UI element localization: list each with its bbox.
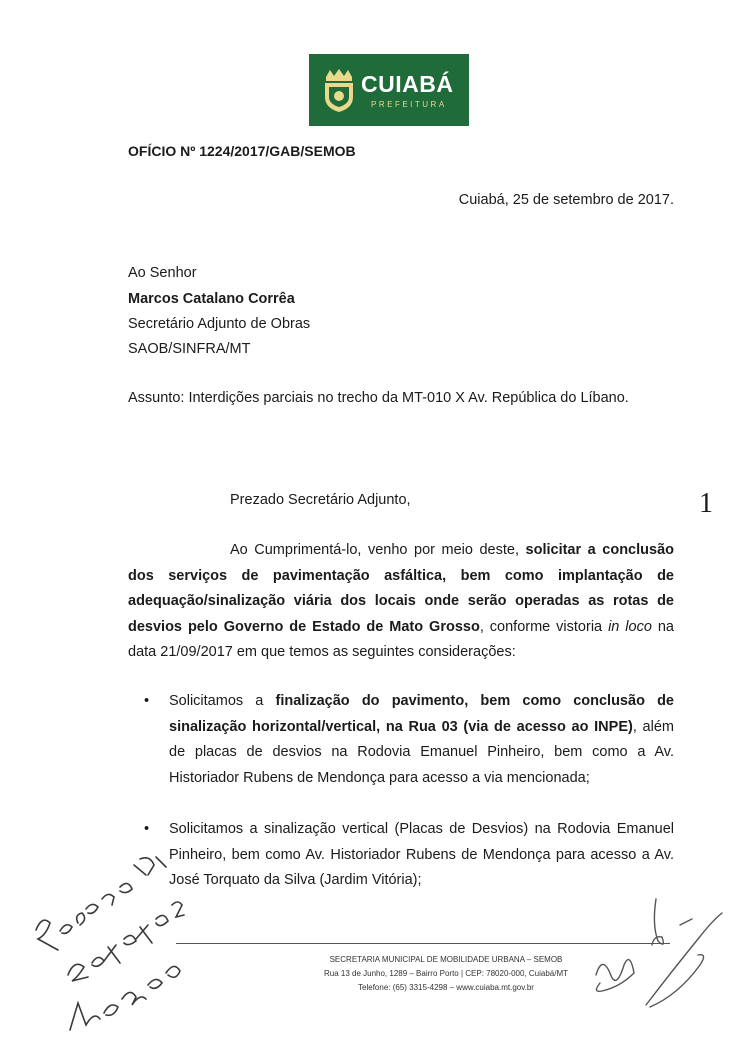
logo-subtitle: PREFEITURA xyxy=(371,100,447,109)
p1-request: solicitar a conclusão dos serviços de pavimentação asfáltica, bem como implantação de adequação/sinalização viária dos locais onde serão operadas as rotas de desvios pelo Governo de Estado de Mato Grosso xyxy=(128,542,674,635)
subject-line: Assunto: Interdições parciais no trecho da MT-010 X Av. República do Líbano. xyxy=(128,390,629,406)
footer xyxy=(296,953,596,995)
recipient-name: Marcos Catalano Corrêa xyxy=(128,291,295,307)
p1-inloco: in loco xyxy=(608,618,652,635)
signature-mark xyxy=(580,895,730,1015)
recipient-salutation: Ao Senhor xyxy=(128,265,197,281)
crest-icon xyxy=(322,67,356,113)
b1-request: finalização do pavimento, bem como conclusão de sinalização horizontal/vertical, na Rua 03 (via de acesso ao INPE) xyxy=(169,693,675,735)
greeting: Prezado Secretário Adjunto, xyxy=(230,492,411,508)
cuiaba-logo xyxy=(309,54,469,126)
bullet-icon: • xyxy=(144,693,150,709)
p1-end: na data 21/09/2017 em que temos as seguintes considerações: xyxy=(128,618,674,660)
b1-lead: Solicitamos a xyxy=(169,693,276,709)
footer-contact: Telefone: (65) 3315-4298 – www.cuiaba.mt.gov.br xyxy=(358,983,534,992)
page-number: 1 xyxy=(699,488,713,519)
p1-lead: Ao Cumprimentá-lo, venho por meio deste, xyxy=(230,542,526,558)
recipient-org: SAOB/SINFRA/MT xyxy=(128,341,251,357)
handwritten-receipt-note xyxy=(28,835,218,1040)
bullet-icon: • xyxy=(144,821,150,837)
p1-mid: , conforme vistoria xyxy=(479,618,609,635)
document-date: Cuiabá, 25 de setembro de 2017. xyxy=(458,192,674,208)
oficio-number: OFÍCIO Nº 1224/2017/GAB/SEMOB xyxy=(128,143,356,159)
recipient-role: Secretário Adjunto de Obras xyxy=(128,316,311,332)
footer-org: SECRETARIA MUNICIPAL DE MOBILIDADE URBANA – SEMOB xyxy=(329,955,563,964)
b2-text: Solicitamos a sinalização vertical (Placas de Desvios) na Rodovia Emanuel Pinheiro, bem como Av. Historiador Rubens de Mendonça para acesso a Av. José Torquato da Silva (Jardim Vitória); xyxy=(169,821,674,888)
logo-city: CUIABÁ xyxy=(361,71,454,97)
body-paragraph xyxy=(128,538,674,666)
footer-address: Rua 13 de Junho, 1289 – Bairro Porto | CEP: 78020-000, Cuiabá/MT xyxy=(323,969,568,978)
b1-end: , além de placas de desvios na Rodovia Emanuel Pinheiro, bem como a Av. Historiador Rubens de Mendonça para acesso a via mencionada; xyxy=(169,718,674,786)
list-item xyxy=(128,689,674,791)
